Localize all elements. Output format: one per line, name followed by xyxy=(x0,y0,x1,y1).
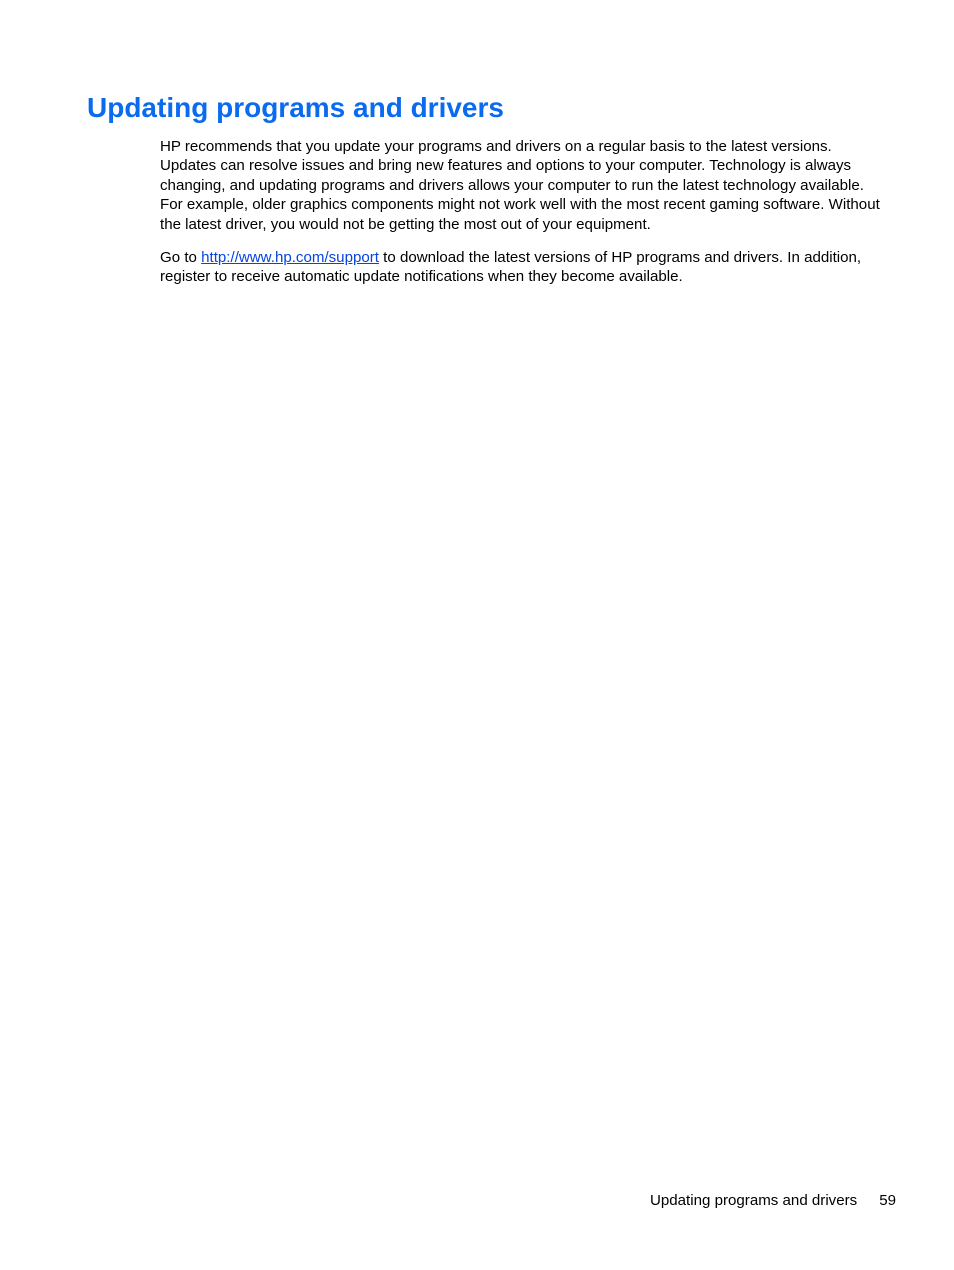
body-text xyxy=(160,137,890,287)
page-footer xyxy=(650,1191,896,1211)
paragraph-download-rest: to download the latest versions of HP programs and drivers. In addition, register to receive automatic update notifications when they become available. xyxy=(160,249,862,286)
paragraph-intro: HP recommends that you update your programs and drivers on a regular basis to the latest versions. Updates can resolve issues and bring new features and options to your computer. Technology is always changing, and updating programs and drivers allows your computer to run the latest technology available. For example, older graphics components might not work well with the most recent gaming software. Without the latest driver, you would not be getting the most out of your equipment. xyxy=(160,138,880,233)
page-title: Updating programs and drivers xyxy=(87,92,504,123)
footer-section-title: Updating programs and drivers xyxy=(649,1192,858,1209)
hp-support-link[interactable]: http://www.hp.com/support xyxy=(201,249,379,267)
paragraph-download-lead: Go to xyxy=(160,249,202,267)
page-number: 59 xyxy=(879,1192,896,1209)
paragraph-download xyxy=(160,248,890,287)
